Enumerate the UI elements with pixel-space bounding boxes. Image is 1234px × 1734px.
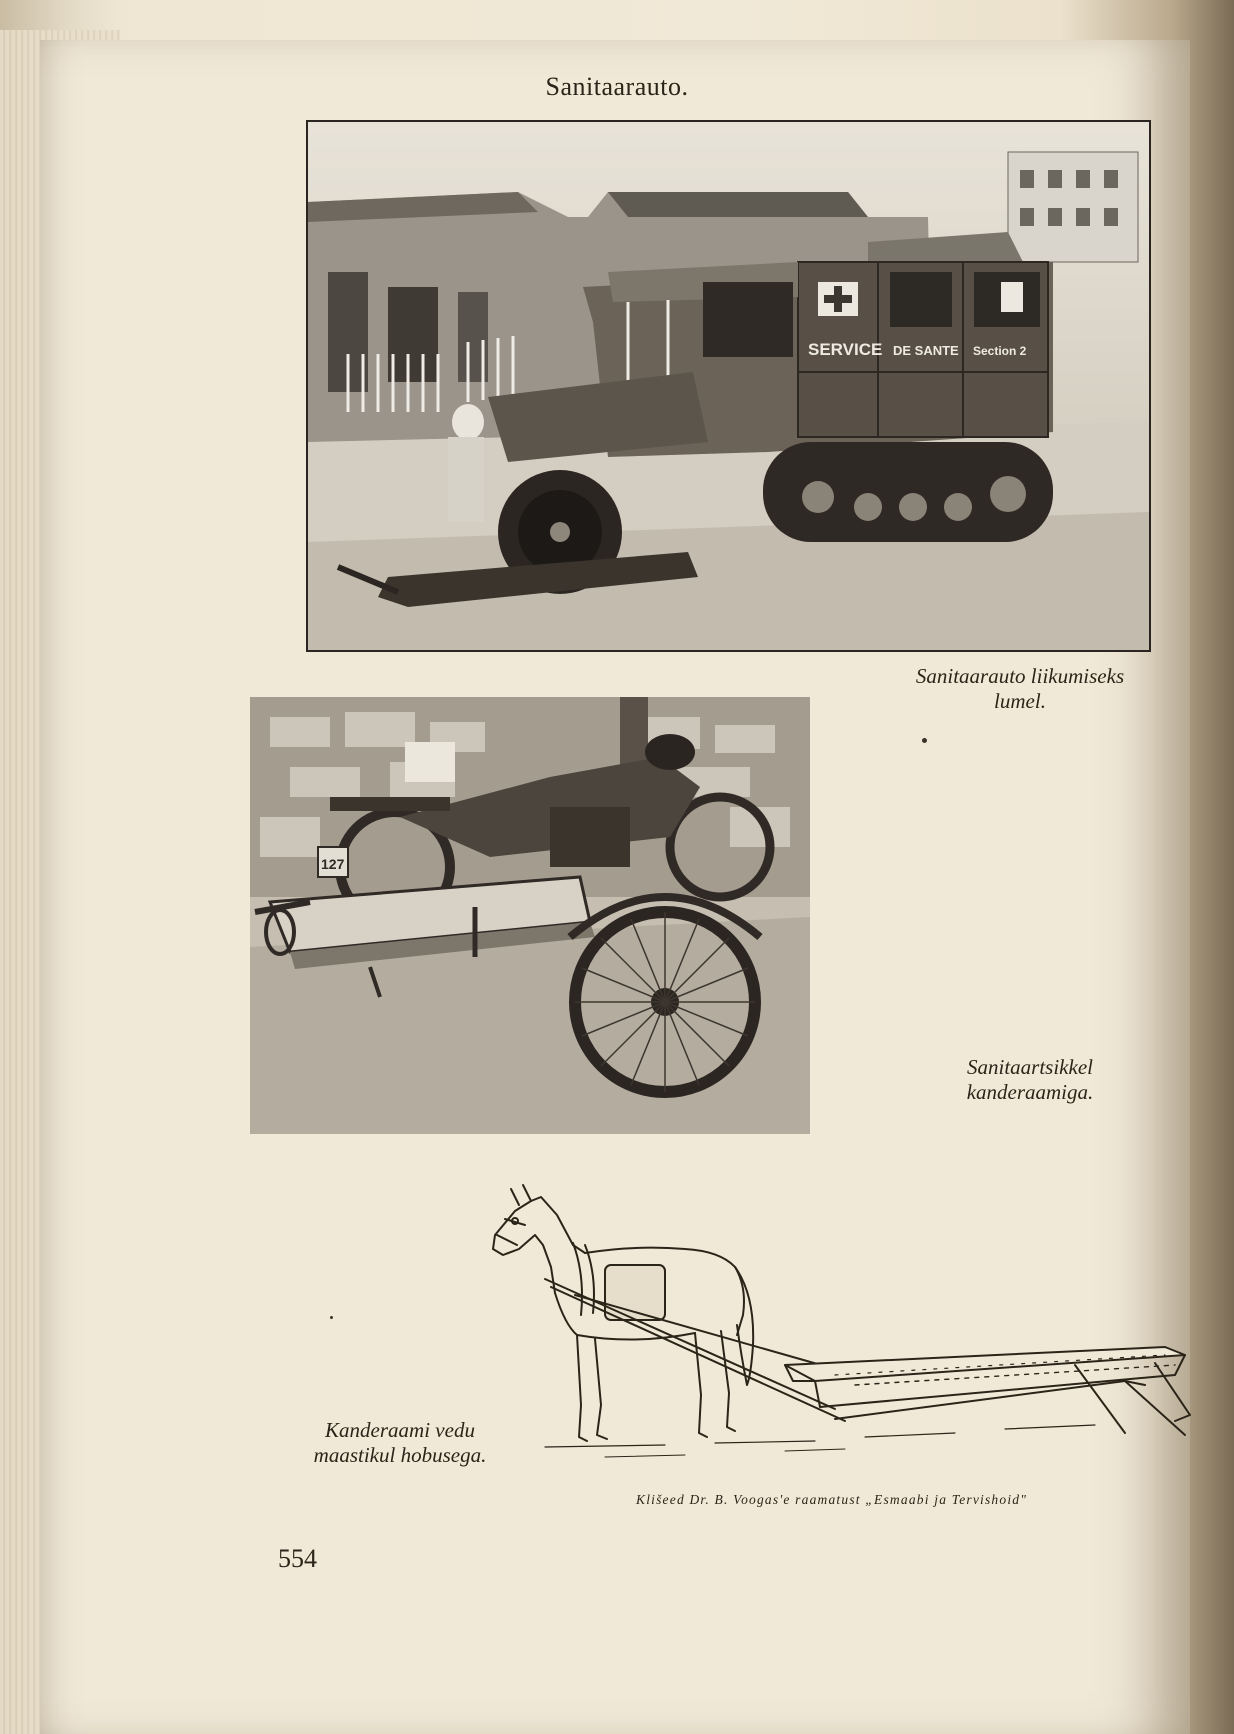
caption-line: lumel. bbox=[994, 689, 1046, 713]
caption-line: Sanitaartsikkel bbox=[967, 1055, 1093, 1079]
marking-section: Section 2 bbox=[973, 344, 1027, 358]
figure-caption-horse bbox=[270, 1418, 530, 1468]
caption-line: kanderaamiga. bbox=[966, 1080, 1094, 1104]
horse-stretcher-drawing bbox=[485, 1175, 1195, 1475]
marking-de-sante: DE SANTE bbox=[893, 343, 959, 358]
print-speck bbox=[330, 1316, 333, 1319]
caption-line: maastikul hobusega. bbox=[313, 1443, 487, 1467]
figure-caption-motorcycle bbox=[920, 1055, 1140, 1105]
page-number: 554 bbox=[278, 1544, 317, 1573]
figure-caption-ambulance bbox=[860, 664, 1180, 714]
caption-line: Sanitaarauto liikumiseks bbox=[915, 664, 1125, 688]
running-head: Sanitaarauto. bbox=[545, 72, 689, 101]
caption-line: Kanderaami vedu bbox=[325, 1418, 475, 1442]
halftrack-ambulance-photo bbox=[306, 120, 1151, 652]
image-credit: Klišeed Dr. B. Voogas'e raamatust „Esmaabi ja Tervishoid" bbox=[636, 1492, 1028, 1507]
license-plate: 127 bbox=[321, 856, 345, 872]
print-speck bbox=[922, 738, 927, 743]
motorcycle-stretcher-photo bbox=[250, 697, 810, 1134]
marking-service: SERVICE bbox=[808, 340, 883, 359]
